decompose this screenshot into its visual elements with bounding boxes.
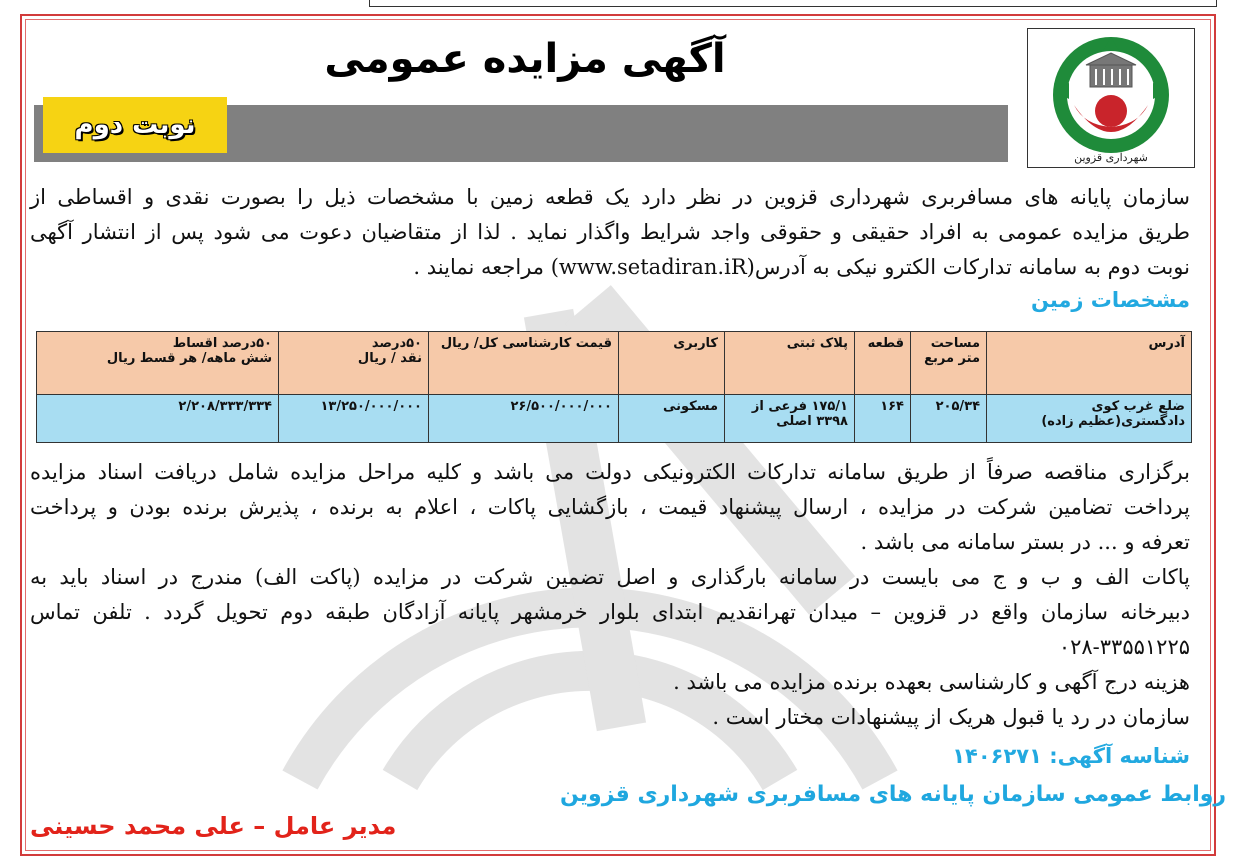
header-price: قیمت کارشناسی کل/ ریال [429, 332, 619, 395]
cell-installment: ۲/۲۰۸/۳۳۳/۳۳۴ [37, 395, 279, 443]
body-line: پاکات الف و ب و ج می بایست در سامانه بارگذاری و اصل تضمین شرکت در مزایده (پاکت الف) مندرج در اسناد باید به [30, 565, 1190, 589]
body-line: سازمان در رد یا قبول هریک از پیشنهادات مختار است . [712, 705, 1190, 729]
cell-address-line: ضلع غرب کوی [1091, 399, 1185, 414]
header-area-unit: متر مربع [924, 351, 980, 366]
header-plot: قطعه [855, 332, 911, 395]
body-line: برگزاری مناقصه صرفاً از طریق سامانه تدارکات الکترونیکی دولت می باشد و کلیه مراحل مزایده شامل دریافت اسناد مزایده [30, 460, 1190, 484]
header-area-label: مساحت [930, 336, 980, 351]
page-title: آگهی مزایده عمومی [324, 36, 726, 82]
notice-id: شناسه آگهی: ۱۴۰۶۲۷۱ [952, 744, 1190, 768]
procedure-paragraph [30, 455, 1190, 735]
specs-title: مشخصات زمین [1030, 288, 1190, 312]
intro-line: سازمان پایانه های مسافربری شهرداری قزوین در نظر دارد یک قطعه زمین با مشخصات ذیل را بصورت نقدی و اقساطی از [30, 185, 1190, 209]
header-address: آدرس [987, 332, 1192, 395]
public-relations: روابط عمومی سازمان پایانه های مسافربری شهرداری قزوین [560, 782, 1227, 807]
body-line: هزینه درج آگهی و کارشناسی بعهده برنده مزایده می باشد . [673, 670, 1190, 694]
cell-registry [725, 395, 855, 443]
cell-plot: ۱۶۴ [855, 395, 911, 443]
logo-caption: شهرداری قزوین [1074, 151, 1148, 164]
header-installment [37, 332, 279, 395]
intro-line: طریق مزایده عمومی به افراد حقیقی و حقوقی واجد شرایط واگذار نماید . لذا از متقاضیان دعوت می شود پس از انتشار آگهی [30, 220, 1190, 244]
manager-signature: مدیر عامل – علی محمد حسینی [30, 812, 397, 840]
intro-paragraph [30, 180, 1190, 285]
round-badge: نوبت دوم [43, 97, 227, 153]
body-line: پرداخت تضامین شرکت در مزایده ، ارسال پیشنهاد قیمت ، بازگشایی پاکات ، اعلام به برنده ، پذیرش برنده بودن و پرداخت [30, 495, 1190, 519]
table-row [37, 395, 1192, 443]
header-area [911, 332, 987, 395]
cell-address [987, 395, 1192, 443]
phone-number: ۰۲۸-۳۳۵۵۱۲۲۵ [1058, 635, 1190, 659]
cell-area: ۲۰۵/۳۴ [911, 395, 987, 443]
header-registry: پلاک ثبتی [725, 332, 855, 395]
header-installment-sub: شش ماهه/ هر قسط ریال [106, 351, 272, 366]
municipality-logo [1027, 28, 1195, 168]
top-strip [369, 0, 1217, 7]
cell-cash: ۱۳/۲۵۰/۰۰۰/۰۰۰ [279, 395, 429, 443]
header-cash-sub: نقد / ریال [357, 351, 422, 366]
cell-registry-line: ۳۳۹۸ اصلی [776, 414, 848, 429]
header-usage: کاربری [619, 332, 725, 395]
emblem-icon [1028, 29, 1194, 167]
body-line: دبیرخانه سازمان واقع در قزوین – میدان تهرانقدیم ابتدای بلوار خرمشهر پایانه آزادگان طبقه دوم تحویل گردد . تلفن تماس [30, 600, 1190, 624]
cell-price: ۲۶/۵۰۰/۰۰۰/۰۰۰ [429, 395, 619, 443]
cell-usage: مسکونی [619, 395, 725, 443]
body-line: تعرفه و ... در بستر سامانه می باشد . [860, 530, 1190, 554]
intro-line: نوبت دوم به سامانه تدارکات الکترو نیکی به آدرس(www.setadiran.iR) مراجعه نمایند . [413, 255, 1190, 279]
header-installment-label: ۵۰درصد اقساط [172, 336, 272, 351]
cell-registry-line: ۱۷۵/۱ فرعی از [751, 399, 848, 414]
header-cash-label: ۵۰درصد [371, 336, 422, 351]
land-specs-table [36, 331, 1192, 443]
table-header-row [37, 332, 1192, 395]
cell-address-line: دادگستری(عظیم زاده) [1041, 414, 1185, 429]
header-cash [279, 332, 429, 395]
